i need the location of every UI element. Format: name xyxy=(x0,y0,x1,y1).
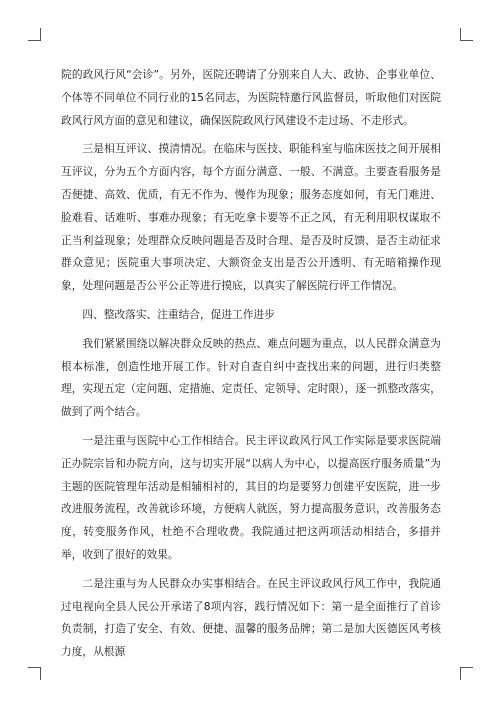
section-heading: 四、整改落实、注重结合，促进工作进步 xyxy=(82,307,275,321)
paragraph: 二是注重与为人民群众办实事相结合。在民主评议政风行风工作中，我院通过电视向全县人民公开承诺了8项内容，践行情况如下：第一是全面推行了首诊负责制，打造了安全、有效、便捷、温馨的服务品牌；第二是加大医德医风考核力度，从根源 xyxy=(61,576,441,659)
crop-mark-bottom-right xyxy=(460,667,473,680)
paragraph: 院的政风行风“会诊”。另外，医院还聘请了分别来自人大、政协、企事业单位、个体等不同单位不同行业的15名同志，为医院特邀行风监督员，听取他们对医院政风行风方面的意见和建议，确保医院政风行风建设不走过场、不走形式。 xyxy=(61,68,441,127)
document-body xyxy=(61,64,441,664)
paragraph: 我们紧紧围绕以解决群众反映的热点、难点问题为重点，以人民群众满意为根本标准，创造性地开展工作。针对自查自纠中查找出来的问题，进行归类整理，实现五定（定问题、定措施、定责任、定领导、定时限），逐一抓整改落实，做到了两个结合。 xyxy=(61,336,441,419)
paragraph: 三是相互评议、摸清情况。在临床与医技、职能科室与临床医技之间开展相互评议，分为五个方面内容，每个方面分满意、一般、不满意。主要查看服务是否便捷、高效、优质，有无不作为、慢作为现象；服务态度如何，有无门难进、脸难看、话难听、事难办现象；有无吃拿卡要等不正之风，有无利用职权谋取不正当利益现象；处理群众反映问题是否及时合理、是否及时反馈、是否主动征求群众意见；医院重大事项决定、大额资金支出是否公开透明、有无暗箱操作现象，处理问题是否公平公正等进行摸底，以真实了解医院行评工作情况。 xyxy=(61,142,441,293)
crop-mark-top-left xyxy=(28,28,41,41)
paragraph: 一是注重与医院中心工作相结合。民主评议政风行风工作实际是要求医院端正办院宗旨和办院方向，这与切实开展“以病人为中心，以提高医疗服务质量”为主题的医院管理年活动是相辅相衬的，其目的均是要努力创建平安医院，进一步改进服务流程，改善就诊环境，方便病人就医，努力提高服务意识，改善服务态度，转变服务作风，杜绝不合理收费。我院通过把这两项活动相结合，多措并举，收到了很好的效果。 xyxy=(61,433,441,561)
crop-mark-bottom-left xyxy=(28,667,41,680)
crop-mark-top-right xyxy=(460,28,473,41)
